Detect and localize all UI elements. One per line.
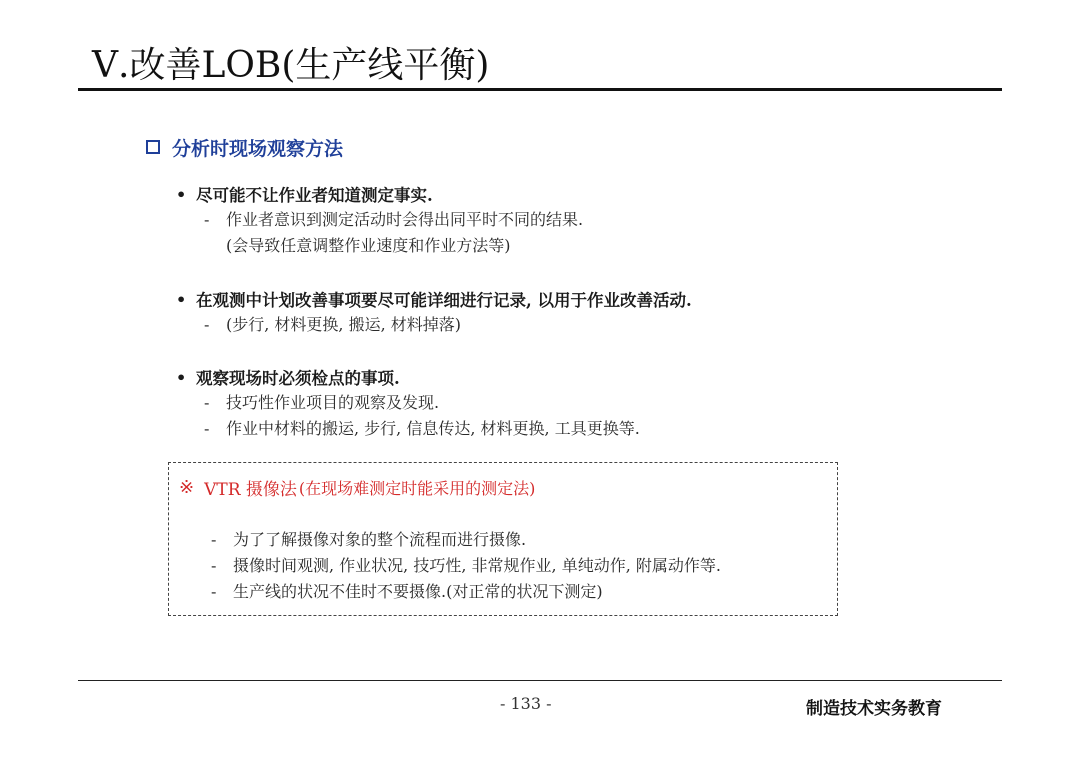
vtr-note-box xyxy=(168,462,838,616)
sub-item-text: 作业者意识到测定活动时会得出同平时不同的结果. xyxy=(226,210,584,229)
vtr-method-name: VTR 摄像法 xyxy=(204,480,297,500)
bullet-item xyxy=(176,364,640,390)
bullet-block-3 xyxy=(176,364,640,442)
dash-marker: - xyxy=(204,419,210,438)
title-divider xyxy=(78,88,1002,91)
dash-marker: - xyxy=(211,582,217,601)
footer-divider xyxy=(78,680,1002,681)
page-number: - 133 - xyxy=(500,694,552,713)
dash-marker: - xyxy=(204,393,210,412)
vtr-title xyxy=(179,475,535,500)
section-heading xyxy=(146,134,343,160)
dash-marker: - xyxy=(211,530,217,549)
sub-item xyxy=(176,416,640,442)
bullet-text: 在观测中计划改善事项要尽可能详细进行记录, 以用于作业改善活动. xyxy=(196,291,692,310)
section-heading-label: 分析时现场观察方法 xyxy=(172,137,344,160)
bullet-block-2 xyxy=(176,286,692,338)
bullet-dot: • xyxy=(176,289,187,309)
bullet-dot: • xyxy=(176,184,187,204)
sub-item-text: 作业中材料的搬运, 步行, 信息传达, 材料更换, 工具更换等. xyxy=(226,419,640,438)
dash-marker: - xyxy=(211,556,217,575)
vtr-item xyxy=(211,579,721,605)
sub-item-text: (步行, 材料更换, 搬运, 材料掉落) xyxy=(226,315,462,334)
sub-item xyxy=(176,207,583,233)
bullet-item xyxy=(176,181,583,207)
vtr-item-text: 生产线的状况不佳时不要摄像.(对正常的状况下测定) xyxy=(233,582,603,601)
sub-item xyxy=(176,312,692,338)
vtr-item-text: 摄像时间观测, 作业状况, 技巧性, 非常规作业, 单纯动作, 附属动作等. xyxy=(233,556,721,575)
page-title: Ⅴ.改善LOB(生产线平衡) xyxy=(92,45,490,86)
footer-brand: 制造技术实务教育 xyxy=(806,699,942,719)
sub-item-continuation: (会导致任意调整作业速度和作业方法等) xyxy=(226,236,511,255)
checkbox-icon xyxy=(146,140,160,154)
bullet-block-1 xyxy=(176,181,583,259)
vtr-item-text: 为了了解摄像对象的整个流程而进行摄像. xyxy=(233,530,527,549)
bullet-item xyxy=(176,286,692,312)
vtr-method-note: (在现场难测定时能采用的测定法) xyxy=(298,479,536,498)
sub-item-text: 技巧性作业项目的观察及发现. xyxy=(226,393,440,412)
vtr-item-list xyxy=(211,527,721,605)
sub-item xyxy=(176,390,640,416)
vtr-item xyxy=(211,527,721,553)
bullet-text: 观察现场时必须检点的事项. xyxy=(196,369,400,388)
dash-marker: - xyxy=(204,210,210,229)
dash-marker: - xyxy=(204,315,210,334)
vtr-item xyxy=(211,553,721,579)
bullet-text: 尽可能不让作业者知道测定事实. xyxy=(196,186,433,205)
reference-mark-icon: ※ xyxy=(179,477,195,498)
bullet-dot: • xyxy=(176,367,187,387)
